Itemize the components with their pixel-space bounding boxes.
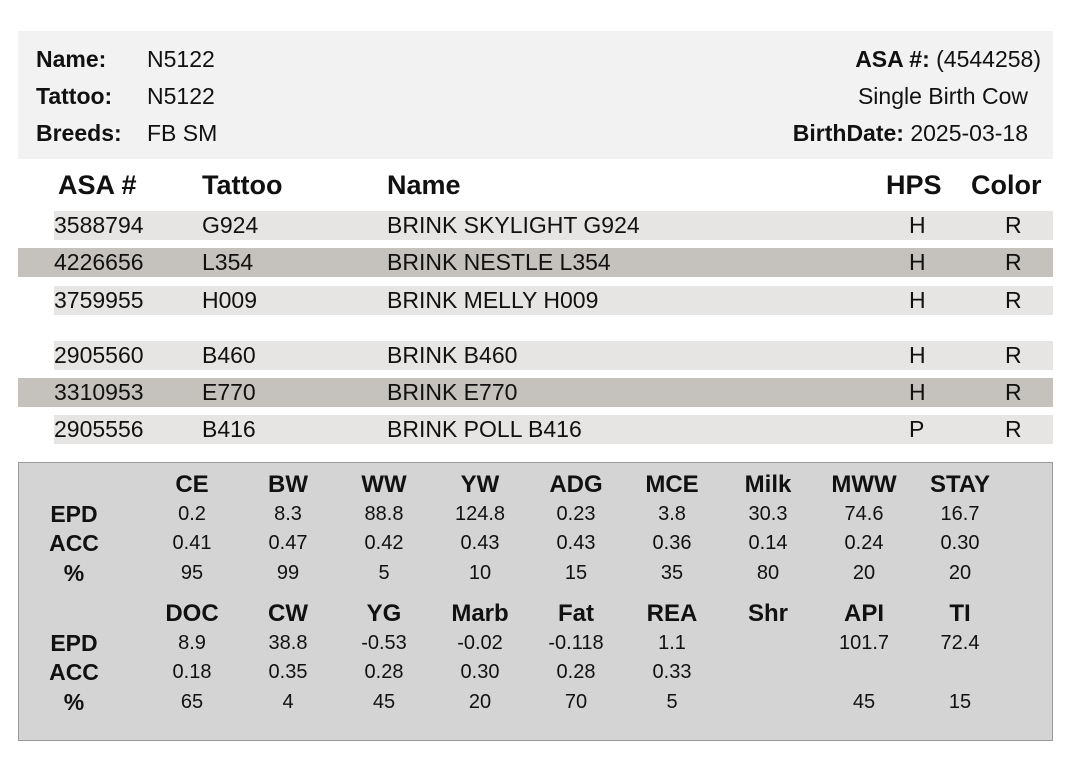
epd-acc-value: 0.35	[268, 661, 308, 683]
epd-pct-value: 45	[372, 691, 396, 713]
epd-row-label-acc: ACC	[49, 659, 99, 685]
epd-acc-value: 0.30	[940, 532, 980, 554]
asa-value: (4544258)	[936, 46, 1041, 72]
epd-epd-value: 74.6	[844, 503, 884, 525]
row-tattoo: E770	[202, 379, 256, 405]
epd-trait-header: ADG	[549, 471, 603, 498]
col-header-hps: HPS	[886, 170, 942, 200]
epd-row-label-pct: %	[63, 689, 85, 715]
row-asa: 2905560	[54, 342, 144, 368]
row-hps: H	[909, 249, 926, 275]
col-header-color: Color	[971, 170, 1042, 200]
epd-trait-header: YG	[366, 600, 402, 627]
epd-epd-value: 124.8	[454, 503, 506, 525]
epd-trait-header: TI	[949, 600, 971, 627]
tattoo-label: Tattoo:	[36, 83, 113, 109]
epd-acc-value: 0.42	[364, 532, 404, 554]
row-tattoo: G924	[202, 212, 259, 238]
epd-acc-value: 0.33	[652, 661, 692, 683]
epd-pct-value: 20	[468, 691, 492, 713]
epd-pct-value: 5	[666, 691, 678, 713]
epd-acc-value: 0.28	[364, 661, 404, 683]
epd-acc-value: 0.24	[844, 532, 884, 554]
epd-acc-value: 0.36	[652, 532, 692, 554]
epd-epd-value: 72.4	[940, 632, 980, 654]
epd-trait-header: YW	[460, 471, 500, 498]
row-hps: H	[909, 287, 926, 313]
birth-type: Single Birth Cow	[857, 83, 1028, 109]
birthdate-label: BirthDate:	[792, 120, 904, 146]
epd-trait-header: BW	[268, 471, 308, 498]
epd-trait-header: Marb	[451, 600, 509, 627]
epd-pct-value: 45	[852, 691, 876, 713]
epd-epd-value: 101.7	[838, 632, 890, 654]
epd-panel	[18, 462, 1053, 741]
epd-acc-value: 0.28	[556, 661, 596, 683]
epd-trait-header: CW	[268, 600, 308, 627]
epd-pct-value: 10	[468, 562, 492, 584]
epd-pct-value: 65	[180, 691, 204, 713]
epd-epd-value: 16.7	[940, 503, 980, 525]
animal-breeds: FB SM	[147, 120, 218, 146]
epd-trait-header: DOC	[165, 600, 219, 627]
epd-pct-value: 5	[378, 562, 390, 584]
row-hps: H	[909, 379, 926, 405]
epd-epd-value: 30.3	[748, 503, 788, 525]
pedigree-row	[54, 415, 1053, 444]
epd-pct-value: 20	[852, 562, 876, 584]
row-hps: H	[909, 212, 926, 238]
epd-epd-value: 38.8	[268, 632, 308, 654]
epd-trait-header: STAY	[929, 471, 991, 498]
row-color: R	[1005, 212, 1022, 238]
epd-pct-value: 70	[564, 691, 588, 713]
asa-number	[855, 46, 1041, 73]
row-tattoo: B460	[202, 342, 256, 368]
pedigree-row	[18, 378, 1053, 407]
row-tattoo: B416	[202, 416, 256, 442]
row-asa: 2905556	[54, 416, 144, 442]
epd-pct-value: 80	[756, 562, 780, 584]
epd-acc-value: 0.43	[556, 532, 596, 554]
pedigree-row	[54, 341, 1053, 370]
row-name: BRINK B460	[387, 342, 518, 368]
row-color: R	[1005, 287, 1022, 313]
row-color: R	[1005, 379, 1022, 405]
row-name: BRINK SKYLIGHT G924	[387, 212, 640, 238]
col-header-asa: ASA #	[58, 170, 137, 200]
epd-pct-value: 4	[282, 691, 294, 713]
epd-trait-header: Milk	[744, 471, 792, 498]
epd-acc-value: 0.14	[748, 532, 788, 554]
birthdate	[793, 120, 1028, 147]
epd-pct-value: 15	[564, 562, 588, 584]
epd-epd-value: -0.53	[361, 632, 407, 654]
row-color: R	[1005, 342, 1022, 368]
breeds-label: Breeds:	[36, 120, 122, 146]
row-name: BRINK MELLY H009	[387, 287, 599, 313]
row-color: R	[1005, 416, 1022, 442]
epd-row-label-acc: ACC	[49, 530, 99, 556]
epd-epd-value: -0.02	[457, 632, 503, 654]
epd-pct-value: 35	[660, 562, 684, 584]
row-name: BRINK E770	[387, 379, 518, 405]
pedigree-row	[54, 211, 1053, 240]
row-tattoo: L354	[202, 249, 254, 275]
epd-epd-value: 3.8	[658, 503, 686, 525]
epd-acc-value: 0.47	[268, 532, 308, 554]
epd-acc-value: 0.30	[460, 661, 500, 683]
animal-tattoo: N5122	[147, 83, 215, 109]
asa-label: ASA #:	[855, 46, 930, 72]
col-header-name: Name	[387, 170, 461, 200]
pedigree-row	[54, 286, 1053, 315]
epd-row-label-pct: %	[63, 560, 85, 586]
epd-pct-value: 95	[180, 562, 204, 584]
row-asa: 3588794	[54, 212, 144, 238]
animal-header	[18, 31, 1053, 159]
col-header-tattoo: Tattoo	[202, 170, 283, 200]
row-name: BRINK NESTLE L354	[387, 249, 611, 275]
epd-pct-value: 20	[948, 562, 972, 584]
row-asa: 3759955	[54, 287, 144, 313]
row-tattoo: H009	[202, 287, 257, 313]
name-label: Name:	[36, 46, 107, 72]
pedigree-row	[18, 248, 1053, 277]
birthdate-value: 2025-03-18	[910, 120, 1028, 146]
row-hps: H	[909, 342, 926, 368]
epd-acc-value: 0.18	[172, 661, 212, 683]
epd-row-label-epd: EPD	[50, 501, 98, 527]
epd-epd-value: 88.8	[364, 503, 404, 525]
epd-epd-value: -0.118	[548, 632, 604, 654]
row-asa: 4226656	[54, 249, 144, 275]
epd-acc-value: 0.41	[172, 532, 212, 554]
row-hps: P	[909, 416, 925, 442]
epd-trait-header: CE	[175, 471, 209, 498]
epd-row-label-epd: EPD	[50, 630, 98, 656]
epd-trait-header: WW	[361, 471, 407, 498]
epd-trait-header: Fat	[558, 600, 594, 627]
epd-trait-header: Shr	[747, 600, 788, 627]
epd-trait-header: MWW	[831, 471, 897, 498]
epd-pct-value: 99	[276, 562, 300, 584]
epd-trait-header: REA	[646, 600, 698, 627]
epd-trait-header: MCE	[645, 471, 699, 498]
animal-name: N5122	[147, 46, 215, 72]
epd-acc-value: 0.43	[460, 532, 500, 554]
epd-epd-value: 8.9	[178, 632, 206, 654]
epd-trait-header: API	[843, 600, 884, 627]
row-asa: 3310953	[54, 379, 144, 405]
epd-epd-value: 1.1	[658, 632, 686, 654]
epd-epd-value: 0.23	[556, 503, 596, 525]
row-name: BRINK POLL B416	[387, 416, 582, 442]
epd-epd-value: 0.2	[178, 503, 206, 525]
row-color: R	[1005, 249, 1022, 275]
epd-epd-value: 8.3	[274, 503, 302, 525]
epd-pct-value: 15	[948, 691, 972, 713]
